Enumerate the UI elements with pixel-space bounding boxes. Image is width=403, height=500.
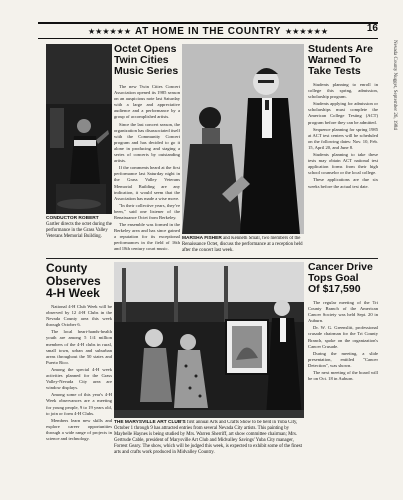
side-credit: Nevada County Nugget, September 26, 1984 — [392, 40, 397, 130]
art-show-caption-lead: THE MARYSVILLE ART CLUB'S — [114, 420, 186, 425]
reception-photo-image — [182, 44, 304, 234]
octet-article-body — [114, 84, 180, 258]
reception-caption-lead: MARSHA FISHER — [182, 236, 222, 241]
cancer-headline-line2: Tops Goal — [308, 272, 359, 285]
students-headline — [308, 44, 378, 77]
art-show-photo — [114, 262, 304, 418]
fourh-paragraph: National 4-H Club Week will be observed by 12 4-H Clubs in the Nevada County area this week through October 6. — [46, 304, 112, 328]
reception-photo — [182, 44, 304, 234]
fourh-headline-line2: Observes — [46, 273, 101, 288]
art-show-caption — [114, 420, 304, 484]
fourh-paragraph: Among some of this year's 4-H Week observances are a meeting for young people, 9 to 19 years old, to join or form 4-H Clubs. — [46, 392, 112, 416]
students-paragraph: Students planning to take these tests may obtain ACT national test application forms from their high school counselor or the local college. — [308, 152, 378, 176]
octet-paragraph: If the comments heard at the first performance last Saturday night in the Grass Valley Veterans Memorial Building are any indication, it would seem that the Association has made a wise move. — [114, 165, 180, 201]
octet-paragraph: Since the last concert season, the organization has disassociated itself with the Community Concert program and has decided to go it alone in producing and staging a series of concerts by outstanding artists. — [114, 121, 180, 164]
octet-headline-line2: Twin Cities — [114, 54, 169, 67]
fourh-paragraph: The local heart-hands-health youth are among 5 1/4 million members of the 4-H clubs in rural, small town, urban and suburban areas throughout the 50 states and Puerto Rico. — [46, 329, 112, 365]
students-headline-line2: Warned To — [308, 54, 362, 67]
cancer-paragraph: During the meeting, a slide presentation, entitled "Cancer Detection", was shown. — [308, 350, 378, 368]
conductor-caption — [46, 216, 112, 256]
fourh-headline — [46, 262, 112, 300]
masthead-stars-right: ★★★★★★ — [284, 26, 329, 36]
octet-paragraph: "In their collective years, they've been," said one listener of the Renaissance Octet from Berkeley. — [114, 202, 180, 220]
conductor-caption-text: Gartler directs the octet during the performance in the Grass Valley Veterans Memorial Building. — [46, 222, 112, 239]
reception-caption-text: and Kenneth Small, two members of the Renaissance Octet, discuss the performance at a reception held after the concert last week. — [182, 236, 303, 253]
fourh-headline-line3: 4-H Week — [46, 286, 100, 301]
students-paragraph: These applications are due six weeks before the actual test date. — [308, 177, 378, 189]
conductor-photo-image — [46, 44, 112, 214]
octet-paragraph: The ensemble was formed in the Berkeley area and has since gained a reputation for its exceptional performances in the field of 16th and 18th century court music. — [114, 222, 180, 252]
octet-headline-line1: Octet Opens — [114, 43, 177, 55]
conductor-caption-lead: CONDUCTOR ROBERT — [46, 216, 99, 221]
conductor-photo — [46, 44, 112, 214]
cancer-headline — [308, 262, 378, 295]
cancer-headline-line1: Cancer Drive — [308, 261, 373, 273]
students-headline-line3: Take Tests — [308, 65, 361, 78]
fourh-paragraph: Members learn new skills and explore career opportunities through a wide range of projects in science and technology. — [46, 417, 112, 441]
students-paragraph: Sequence planning for spring 1985 at ACT test centers will be scheduled on the following dates: Nov. 10, Feb. 15, April 20, and June 8. — [308, 126, 378, 150]
page-number: 16 — [366, 23, 378, 34]
art-show-caption-text: first annual Arts and Crafts Show to be held in Yuba City, October 1 through 9 has attracted entries from several Nevada City artists. This painting by Maybelle Haynes is being studied by Mrs. Warren Sherriff, art show committee chairman; Mrs. Gertrude Cable, president of Marysville Art Club and Midvalley Savings' Yuba City manager, Forrest Geary. The show, which will be judged this week, is expected to exhibit some of the finest arts and crafts work produced in Midvalley Country. — [114, 420, 302, 455]
cancer-article-body — [308, 300, 378, 484]
masthead — [38, 22, 378, 39]
octet-headline — [114, 44, 180, 77]
masthead-title: AT HOME IN THE COUNTRY — [135, 25, 281, 37]
students-headline-line1: Students Are — [308, 43, 373, 55]
art-show-photo-image — [114, 262, 304, 418]
octet-headline-line3: Music Series — [114, 65, 179, 78]
fourh-paragraph: Among the special 4-H week activities planned for the Grass Valley-Nevada City area are window displays. — [46, 366, 112, 391]
section-divider — [46, 258, 378, 259]
students-paragraph: Students planning to enroll in college this spring, admission, scholarship program. — [308, 82, 378, 100]
reception-caption — [182, 236, 304, 258]
cancer-paragraph: The regular meeting of the Tri County Branch of the American Cancer Society was held Sept. 20 in Auburn. — [308, 300, 378, 324]
students-article-body — [308, 82, 378, 252]
fourh-article-body — [46, 304, 112, 484]
fourh-headline-line1: County — [46, 261, 88, 275]
students-paragraph: Students applying for admission or scholarships must complete the American College Testing (ACT) program before they can be admitted. — [308, 101, 378, 125]
masthead-stars-left: ★★★★★★ — [87, 26, 131, 36]
cancer-paragraph: Dr. W. G. Greenslitt, professional crusade chairman for the Tri County Branch, spoke on the organization's Cancer Crusade. — [308, 325, 378, 349]
cancer-headline-line3: Of $17,590 — [308, 283, 361, 296]
octet-paragraph: The new Twin Cities Concert Association opened its 1985 season on an auspicious note last Saturday with a large and appreciative audience and a performance by a group of accomplished artists. — [114, 84, 180, 120]
cancer-paragraph: The next meeting of the board will be on Oct. 18 in Auburn. — [308, 370, 378, 382]
